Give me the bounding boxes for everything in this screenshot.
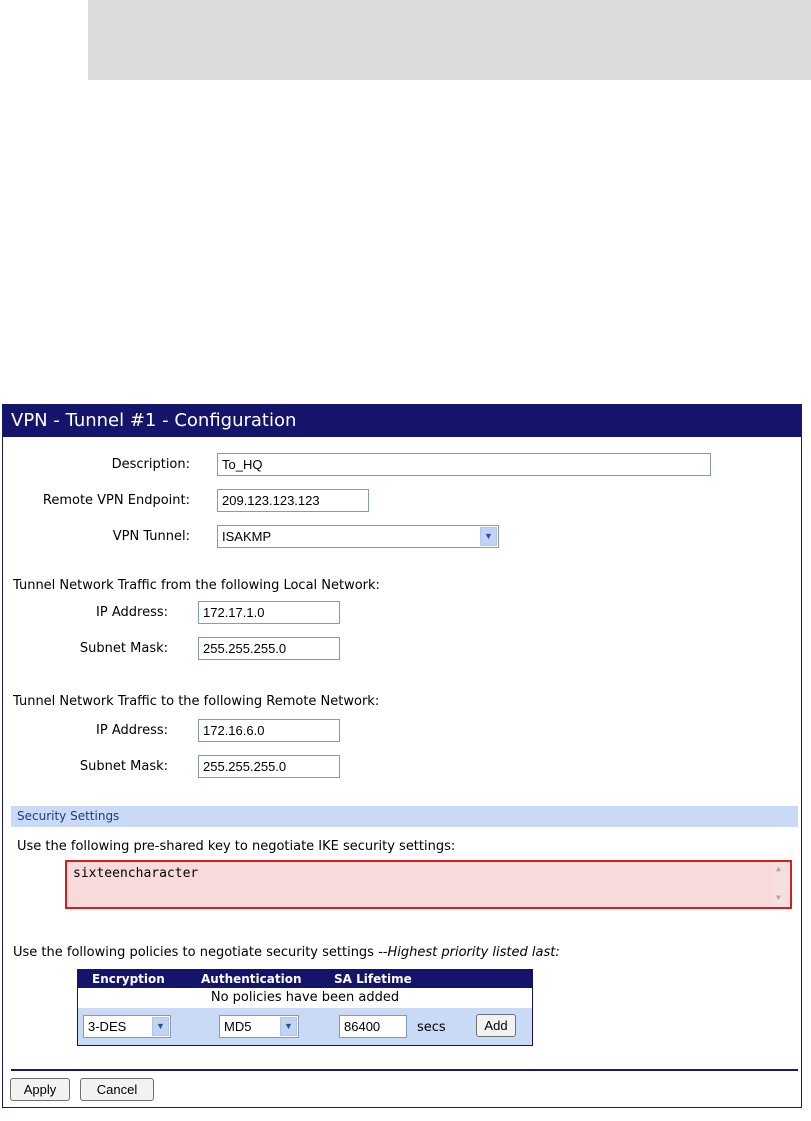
panel-title: VPN - Tunnel #1 - Configuration [3,405,801,437]
remote-network-heading: Tunnel Network Traffic to the following Remote Network: [13,694,380,709]
remote-ip-label: IP Address: [96,723,168,738]
sa-lifetime-input[interactable]: 86400 [339,1015,407,1038]
policy-table-header [78,970,532,988]
endpoint-input[interactable]: 209.123.123.123 [217,489,369,512]
policy-table [77,969,533,1046]
tunnel-select[interactable] [217,525,499,548]
local-ip-input[interactable]: 172.17.1.0 [198,601,340,624]
chevron-down-icon[interactable]: ▼ [280,1017,297,1036]
remote-mask-input[interactable]: 255.255.255.0 [198,755,340,778]
secs-label: secs [417,1020,446,1035]
tunnel-select-value: ISAKMP [222,529,272,544]
security-settings-header: Security Settings [11,806,798,827]
description-input[interactable]: To_HQ [217,453,711,476]
policies-note: Highest priority listed last: [387,945,560,960]
psk-prompt: Use the following pre-shared key to negotiate IKE security settings: [17,839,456,854]
local-mask-input[interactable]: 255.255.255.0 [198,637,340,660]
tunnel-label: VPN Tunnel: [112,529,190,544]
chevron-down-icon[interactable]: ▼ [480,527,497,546]
authentication-select[interactable] [219,1015,299,1038]
encryption-header: Encryption [92,972,165,986]
description-label: Description: [111,457,190,472]
add-policy-row [78,1008,532,1045]
endpoint-label: Remote VPN Endpoint: [42,493,190,508]
authentication-select-value: MD5 [224,1019,252,1034]
psk-textarea[interactable] [65,860,792,909]
apply-button[interactable]: Apply [10,1078,70,1101]
policies-prompt-text: Use the following policies to negotiate security settings -- [13,945,388,960]
chevron-down-icon[interactable]: ▼ [152,1017,169,1036]
local-mask-label: Subnet Mask: [79,641,168,656]
no-policies-text: No policies have been added [210,990,400,1005]
scroll-up-icon[interactable]: ▲ [776,864,781,873]
local-ip-label: IP Address: [96,605,168,620]
psk-scrollbar[interactable] [773,862,790,907]
local-network-heading: Tunnel Network Traffic from the following Local Network: [13,578,380,593]
vpn-config-panel [2,404,802,1108]
psk-value: sixteencharacter [73,866,199,881]
divider [11,1069,798,1071]
remote-mask-label: Subnet Mask: [79,759,168,774]
authentication-header: Authentication [201,972,302,986]
encryption-select-value: 3-DES [88,1019,127,1034]
sa-lifetime-header: SA Lifetime [334,972,412,986]
encryption-select[interactable] [83,1015,171,1038]
cancel-button[interactable]: Cancel [80,1078,154,1101]
remote-ip-input[interactable]: 172.16.6.0 [198,719,340,742]
top-banner [88,0,811,80]
scroll-down-icon[interactable]: ▼ [776,893,781,902]
policies-prompt [13,945,560,961]
add-policy-button[interactable]: Add [476,1014,516,1037]
